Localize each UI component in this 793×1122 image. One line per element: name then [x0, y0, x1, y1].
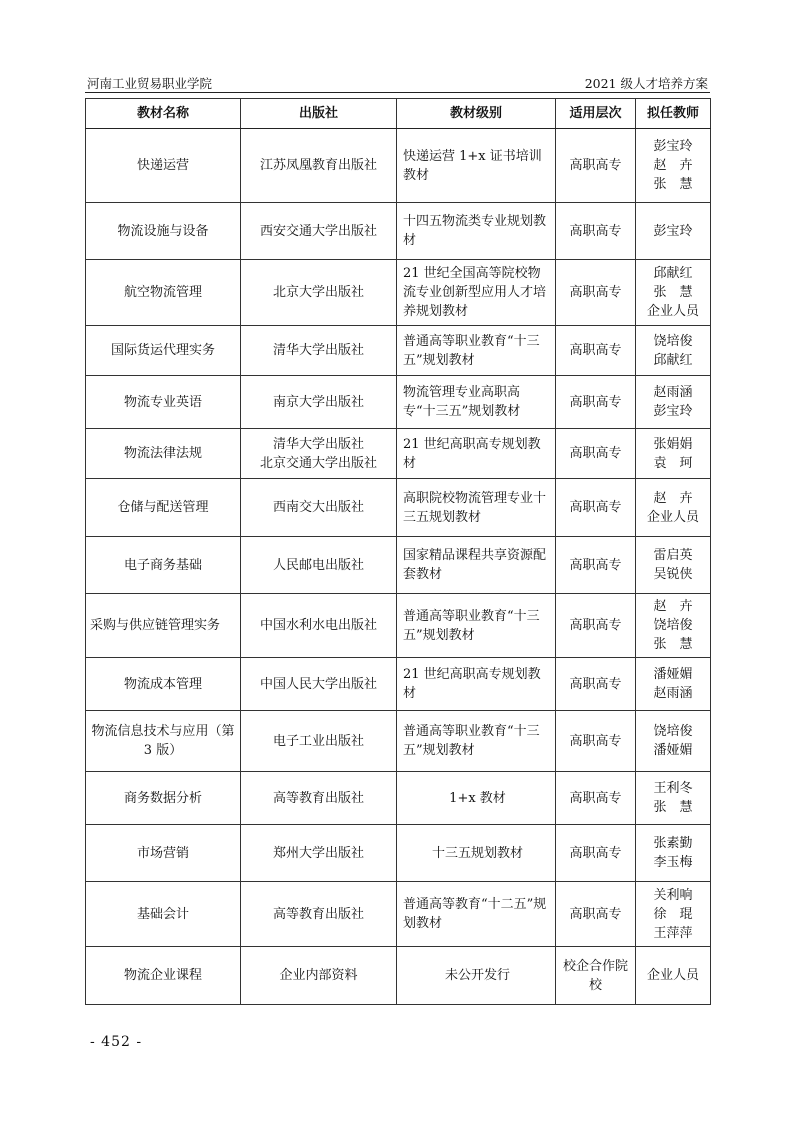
teacher-name: 企业人员: [646, 968, 699, 983]
teacher-name: 邱献红: [653, 266, 693, 281]
teachers-cell: [636, 882, 711, 947]
column-header-name: 教材名称: [86, 99, 241, 129]
publisher: 电子工业出版社: [241, 711, 397, 772]
teacher-name: 李玉梅: [653, 855, 693, 870]
publisher: 企业内部资料: [241, 947, 397, 1005]
textbook-level: 国家精品课程共享资源配套教材: [397, 537, 556, 594]
applicable-scope: 校企合作院校: [556, 947, 636, 1005]
teachers-cell: [636, 129, 711, 203]
publisher: 西南交大出版社: [241, 479, 397, 537]
textbook-level: 高职院校物流管理专业十三五规划教材: [397, 479, 556, 537]
publisher: 高等教育出版社: [241, 772, 397, 825]
teacher-name: 饶培俊: [653, 724, 693, 739]
table-row: [86, 537, 711, 594]
textbook-name: 商务数据分析: [86, 772, 241, 825]
teacher-name: 彭宝玲: [653, 404, 693, 419]
publisher: 清华大学出版社 北京交通大学出版社: [241, 429, 397, 479]
teacher-name: 潘娅媚: [653, 743, 693, 758]
textbook-level: 普通高等职业教育“十三五”规划教材: [397, 326, 556, 376]
textbook-name: 基础会计: [86, 882, 241, 947]
textbook-level: 1+x 教材: [397, 772, 556, 825]
teacher-name: 王萍萍: [653, 925, 693, 941]
teacher-name: 王利冬: [653, 781, 693, 796]
teacher-name: 企业人员: [646, 304, 699, 319]
publisher: 人民邮电出版社: [241, 537, 397, 594]
teachers-cell: [636, 537, 711, 594]
teacher-name: 张 慧: [653, 637, 693, 652]
table-row: [86, 947, 711, 1005]
table-row: [86, 711, 711, 772]
teacher-name: 彭宝玲: [653, 223, 693, 239]
applicable-scope: 高职高专: [556, 376, 636, 429]
textbook-name: 采购与供应链管理实务: [86, 594, 241, 658]
column-header-publisher: 出版社: [241, 99, 397, 129]
page-header: [85, 72, 710, 93]
teacher-name: 张 慧: [653, 285, 693, 300]
applicable-scope: 高职高专: [556, 772, 636, 825]
teacher-name: 张素勤: [653, 836, 693, 851]
table-row: [86, 203, 711, 260]
applicable-scope: 高职高专: [556, 326, 636, 376]
teachers-cell: [636, 772, 711, 825]
teacher-name: 张 慧: [653, 800, 693, 815]
publisher: 北京大学出版社: [241, 260, 397, 326]
table-row: [86, 326, 711, 376]
textbook-level: 普通高等职业教育“十三五”规划教材: [397, 711, 556, 772]
column-header-scope: 适用层次: [556, 99, 636, 129]
applicable-scope: 高职高专: [556, 537, 636, 594]
teacher-name: 吴锐侠: [653, 567, 693, 582]
teachers-cell: [636, 260, 711, 326]
textbook-name: 国际货运代理实务: [86, 326, 241, 376]
table-row: [86, 882, 711, 947]
teacher-name: 赵雨涵: [653, 385, 693, 400]
textbook-level: 普通高等教育“十二五”规划教材: [397, 882, 556, 947]
page-number: - 452 -: [90, 1034, 143, 1050]
textbook-level: 十三五规划教材: [397, 825, 556, 882]
applicable-scope: 高职高专: [556, 711, 636, 772]
textbook-table: [85, 98, 711, 1005]
teachers-cell: [636, 326, 711, 376]
teacher-name: 饶培俊: [653, 333, 693, 349]
table-row: [86, 376, 711, 429]
teacher-name: 赵 卉: [653, 490, 693, 506]
publisher: 中国人民大学出版社: [241, 658, 397, 711]
teachers-cell: [636, 947, 711, 1005]
textbook-level: 物流管理专业高职高专“十三五”规划教材: [397, 376, 556, 429]
table-row: [86, 772, 711, 825]
textbook-name: 航空物流管理: [86, 260, 241, 326]
textbook-name: 仓储与配送管理: [86, 479, 241, 537]
applicable-scope: 高职高专: [556, 203, 636, 260]
teachers-cell: [636, 203, 711, 260]
textbook-name: 物流法律法规: [86, 429, 241, 479]
table-row: [86, 129, 711, 203]
school-name: 河南工业贸易职业学院: [87, 76, 213, 91]
textbook-name: 物流信息技术与应用（第 3 版）: [86, 711, 241, 772]
table-row: [86, 594, 711, 658]
teacher-name: 雷启英: [653, 548, 693, 563]
teacher-name: 关利响: [653, 887, 693, 903]
table-row: [86, 658, 711, 711]
textbook-name: 市场营销: [86, 825, 241, 882]
textbook-level: 普通高等职业教育“十三五”规划教材: [397, 594, 556, 658]
teacher-name: 邱献红: [653, 352, 693, 368]
applicable-scope: 高职高专: [556, 429, 636, 479]
textbook-name: 物流设施与设备: [86, 203, 241, 260]
textbook-name: 物流企业课程: [86, 947, 241, 1005]
textbook-level: 快递运营 1+x 证书培训教材: [397, 129, 556, 203]
publisher: 江苏凤凰教育出版社: [241, 129, 397, 203]
teachers-cell: [636, 479, 711, 537]
column-header-teachers: 拟任教师: [636, 99, 711, 129]
teacher-name: 彭宝玲: [653, 139, 693, 154]
applicable-scope: 高职高专: [556, 882, 636, 947]
textbook-name: 电子商务基础: [86, 537, 241, 594]
table-header-row: [86, 99, 711, 129]
column-header-level: 教材级别: [397, 99, 556, 129]
teachers-cell: [636, 429, 711, 479]
textbook-level: 未公开发行: [397, 947, 556, 1005]
applicable-scope: 高职高专: [556, 129, 636, 203]
applicable-scope: 高职高专: [556, 260, 636, 326]
teachers-cell: [636, 825, 711, 882]
textbook-level: 21 世纪高职高专规划教材: [397, 658, 556, 711]
teacher-name: 赵 卉: [653, 599, 693, 614]
applicable-scope: 高职高专: [556, 658, 636, 711]
teacher-name: 饶培俊: [653, 618, 693, 633]
textbook-level: 21 世纪全国高等院校物流专业创新型应用人才培养规划教材: [397, 260, 556, 326]
teacher-name: 赵 卉: [653, 158, 693, 173]
publisher: 中国水利水电出版社: [241, 594, 397, 658]
teachers-cell: [636, 376, 711, 429]
teacher-name: 潘娅媚: [653, 667, 693, 682]
teacher-name: 赵雨涵: [653, 686, 693, 701]
table-row: [86, 825, 711, 882]
publisher: 南京大学出版社: [241, 376, 397, 429]
textbook-name: 快递运营: [86, 129, 241, 203]
applicable-scope: 高职高专: [556, 825, 636, 882]
teachers-cell: [636, 658, 711, 711]
teachers-cell: [636, 711, 711, 772]
textbook-name: 物流专业英语: [86, 376, 241, 429]
table-row: [86, 260, 711, 326]
publisher: 西安交通大学出版社: [241, 203, 397, 260]
table-row: [86, 479, 711, 537]
publisher: 清华大学出版社: [241, 326, 397, 376]
teacher-name: 徐 琨: [653, 906, 693, 922]
applicable-scope: 高职高专: [556, 479, 636, 537]
teacher-name: 张 慧: [653, 177, 693, 192]
textbook-name: 物流成本管理: [86, 658, 241, 711]
table-row: [86, 429, 711, 479]
teachers-cell: [636, 594, 711, 658]
publisher: 郑州大学出版社: [241, 825, 397, 882]
plan-title: 2021 级人才培养方案: [584, 76, 708, 91]
textbook-level: 十四五物流类专业规划教材: [397, 203, 556, 260]
publisher: 高等教育出版社: [241, 882, 397, 947]
textbook-level: 21 世纪高职高专规划教材: [397, 429, 556, 479]
teacher-name: 张娟娟: [653, 436, 693, 452]
teacher-name: 企业人员: [646, 509, 699, 525]
teacher-name: 袁 珂: [653, 455, 693, 471]
applicable-scope: 高职高专: [556, 594, 636, 658]
